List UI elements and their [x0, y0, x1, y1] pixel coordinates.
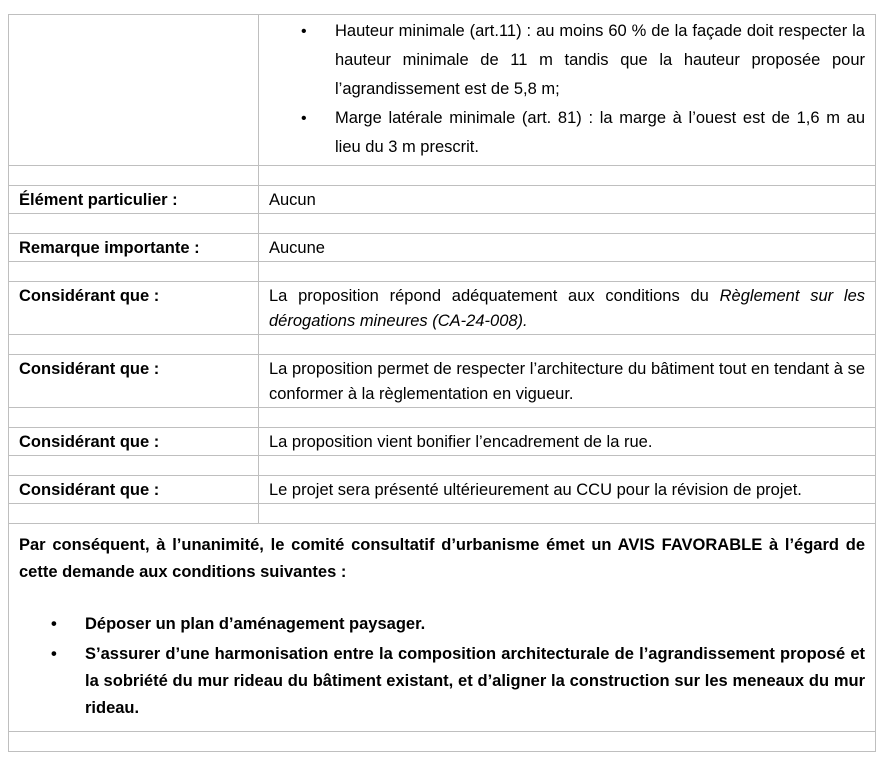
table-row	[9, 186, 876, 214]
row-value: La proposition permet de respecter l’architecture du bâtiment tout en tendant à se conformer à la règlementation en vigueur.	[259, 355, 876, 408]
row-label: Considérant que :	[9, 282, 259, 335]
row-label: Élément particulier :	[9, 186, 259, 214]
table-row	[9, 282, 876, 335]
table-row	[9, 428, 876, 456]
conclusion-text: Par conséquent, à l’unanimité, le comité consultatif d’urbanisme émet un AVIS FAVORABLE à l’égard de cette demande aux conditions suivantes :	[19, 536, 865, 581]
conclusion-row	[9, 524, 876, 732]
condition-item: • S’assurer d’une harmonisation entre la composition architecturale de l’agrandissement proposé et la sobriété du mur rideau du bâtiment existant, et d’aligner la construction sur les meneaux du mur rideau.	[85, 641, 865, 722]
spacer-row	[9, 408, 876, 428]
empty-label-cell	[9, 15, 259, 166]
criteria-item: • Marge latérale minimale (art. 81) : la marge à l’ouest est de 1,6 m au lieu du 3 m prescrit.	[335, 104, 865, 162]
row-label: Considérant que :	[9, 428, 259, 456]
criteria-item: • Hauteur minimale (art.11) : au moins 60 % de la façade doit respecter la hauteur minimale de 11 m tandis que la hauteur proposée pour l’agrandissement est de 5,8 m;	[335, 17, 865, 104]
spacer-row	[9, 262, 876, 282]
table-row	[9, 355, 876, 408]
decision-table	[8, 14, 876, 752]
row-value: Aucun	[259, 186, 876, 214]
row-label: Remarque importante :	[9, 234, 259, 262]
row-label: Considérant que :	[9, 476, 259, 504]
row-value: Le projet sera présenté ultérieurement au CCU pour la révision de projet.	[259, 476, 876, 504]
criteria-list	[269, 17, 865, 162]
criteria-cell	[259, 15, 876, 166]
spacer-row	[9, 214, 876, 234]
criteria-row	[9, 15, 876, 166]
conditions-list	[19, 611, 865, 722]
table-row	[9, 234, 876, 262]
regulation-reference: Règlement sur les dérogations mineures (CA-24-008).	[269, 287, 865, 330]
spacer-row	[9, 456, 876, 476]
row-value: Aucune	[259, 234, 876, 262]
row-label: Considérant que :	[9, 355, 259, 408]
conclusion-cell	[9, 524, 876, 732]
spacer-row	[9, 732, 876, 752]
row-value	[259, 282, 876, 335]
spacer-row	[9, 335, 876, 355]
condition-item: • Déposer un plan d’aménagement paysager.	[85, 611, 865, 638]
table-row	[9, 476, 876, 504]
row-value-text: La proposition répond adéquatement aux conditions du	[269, 287, 720, 305]
spacer-row	[9, 166, 876, 186]
spacer-row	[9, 504, 876, 524]
row-value: La proposition vient bonifier l’encadrement de la rue.	[259, 428, 876, 456]
